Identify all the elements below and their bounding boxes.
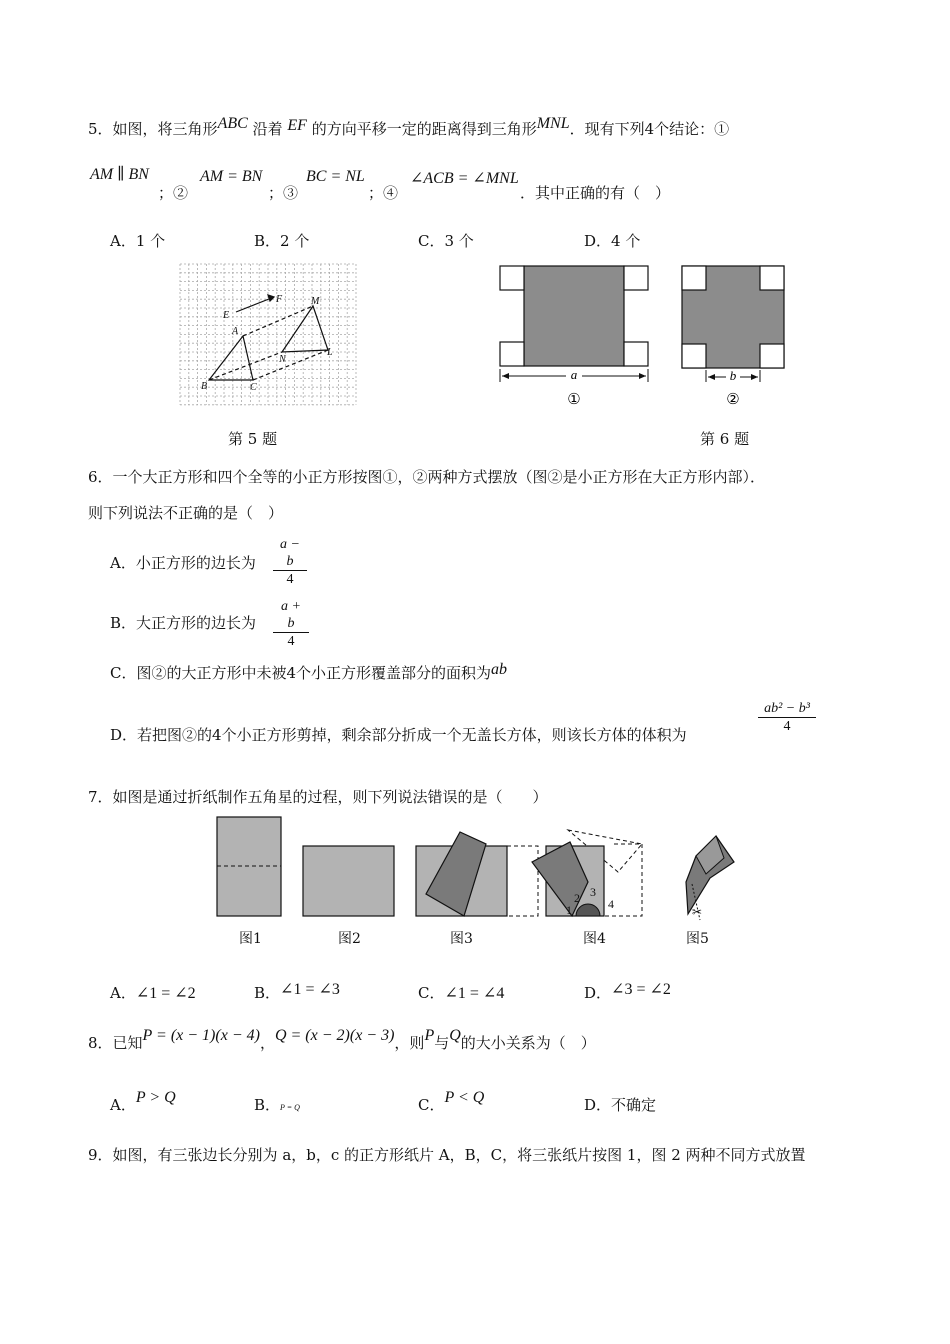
segment-cl [253, 350, 328, 380]
label-a: A [232, 326, 239, 337]
q6-text: 个小正方形剪掉，剩余部分折成一个无盖长方体，则该长方体的体积为 [221, 726, 687, 744]
q6-area-ab: ab [491, 661, 508, 678]
label-l: L [327, 347, 333, 358]
q6-count: 4 [212, 726, 222, 744]
q5-option-b: B．2 个 [254, 232, 310, 250]
q8-text: ， [259, 1034, 275, 1052]
q5-number: 5． [88, 120, 113, 138]
q7-caption-1: 图1 [239, 931, 262, 947]
q5-text: 的方向平移一定的距离得到三角形 [311, 120, 537, 138]
q6-figure-2 [682, 266, 792, 416]
option-expr: ∠1 = ∠3 [280, 981, 340, 998]
q6-caption: 第 6 题 [700, 430, 750, 448]
option-expr: ∠1 = ∠2 [135, 985, 196, 1002]
q5-text: 个结论：① [654, 120, 730, 138]
q7-option-b [254, 982, 340, 1003]
q7-figure-1 [216, 816, 286, 918]
q7-option-d [584, 982, 671, 1003]
q5-conclusion-3: BC = NL [306, 168, 365, 185]
label-n: N [279, 354, 286, 365]
q6-label-b: b [729, 368, 737, 383]
q5-text: 沿着 [252, 120, 283, 138]
fraction-denominator: 4 [287, 634, 295, 649]
q5-caption: 第 5 题 [228, 430, 278, 448]
q5-option-a: A．1 个 [110, 232, 166, 250]
label-m: M [311, 296, 320, 307]
q7-figure-3 [414, 830, 542, 920]
q6-line1: 6．一个大正方形和四个全等的小正方形按图①，②两种方式摆放（图②是小正方形在大正方形内部）． [88, 468, 766, 486]
q8-var-p: P [424, 1027, 435, 1044]
q7-caption-3: 图3 [450, 931, 473, 947]
angle-label-3: 3 [590, 885, 596, 899]
q6-text: 个小正方形覆盖部分的面积为 [296, 664, 492, 682]
q8-option-b [254, 1094, 300, 1115]
q6-text: C．图②的大正方形中未被 [110, 664, 287, 682]
q6-option-d [110, 724, 687, 745]
option-letter: A． [110, 984, 136, 1002]
q8-line [88, 1024, 596, 1052]
q6-option-a-fraction [273, 536, 307, 588]
scissors-icon: ✂ [692, 905, 703, 919]
q7-option-c [418, 982, 504, 1003]
q7-text: 7．如图是通过折纸制作五角星的过程，则下列说法错误的是（ ） [88, 788, 548, 806]
q8-text: 8．已知 [88, 1034, 143, 1052]
q8-text: 的大小关系为（ ） [460, 1034, 596, 1052]
q6-label-fig2: ② [726, 392, 740, 408]
q5-option-d: D．4 个 [584, 232, 641, 250]
q6-option-c [110, 662, 507, 683]
q5-text: ．其中正确的有（ ） [520, 184, 671, 202]
q8-option-d [584, 1094, 656, 1115]
option-expr: P > Q [135, 1089, 176, 1106]
q6-option-d-fraction [758, 700, 816, 735]
option-letter: D． [584, 1096, 612, 1114]
q5-conclusion-1: AM ∥ BN [90, 166, 149, 183]
q8-option-c [418, 1089, 485, 1115]
arrow-head [268, 295, 274, 301]
q5-triangle-mnl: MNL [536, 115, 570, 132]
q8-expr-p: P = (x − 1)(x − 4) [142, 1027, 260, 1044]
q6-text: D．若把图②的 [110, 726, 213, 744]
q8-expr-q: Q = (x − 2)(x − 3) [274, 1027, 395, 1044]
option-expr: ∠3 = ∠2 [611, 981, 671, 998]
q6-line2: 则下列说法不正确的是（ ） [88, 504, 284, 522]
q7-figure-5 [666, 834, 736, 926]
q6-count: 4 [286, 664, 297, 682]
q5-figure [180, 264, 356, 409]
q5-option-c: C．3 个 [418, 232, 474, 250]
q7-option-a [110, 982, 196, 1003]
q5-line1 [88, 115, 730, 139]
q5-sep: ；④ [368, 184, 399, 202]
q6-option-b: B．大正方形的边长为 [110, 614, 257, 632]
q7-caption-4: 图4 [583, 931, 606, 947]
option-expr: ∠1 = ∠4 [444, 985, 505, 1002]
label-f: F [276, 294, 283, 305]
option-letter: D． [584, 984, 612, 1002]
fraction-numerator: ab² − b³ [758, 700, 816, 718]
option-expr: 不确定 [611, 1096, 657, 1114]
angle-label-4: 4 [608, 897, 614, 911]
fraction-denominator: 4 [286, 572, 294, 587]
q7-figure-4 [530, 828, 646, 920]
option-letter: A． [110, 1096, 136, 1114]
q5-count: 4 [644, 120, 655, 138]
q6-option-b-fraction [273, 598, 309, 650]
option-letter: C． [418, 1096, 445, 1114]
triangle-abc [209, 336, 253, 380]
q5-conclusion-4: ∠ACB = ∠MNL [410, 170, 519, 187]
angle-label-1: 1 [566, 903, 572, 917]
fraction-denominator: 4 [783, 719, 791, 734]
q6-label-fig1: ① [567, 392, 581, 408]
q6-figure-1 [500, 266, 650, 416]
q5-triangle-abc: ABC [217, 115, 248, 132]
label-c: C [250, 382, 257, 393]
q6-option-a: A．小正方形的边长为 [110, 554, 256, 572]
q9-text: 9．如图，有三张边长分别为 a，b，c 的正方形纸片 A，B，C，将三张纸片按图 1，图 2 两种不同方式放置 [88, 1146, 806, 1164]
label-e: E [223, 310, 230, 321]
option-letter: B． [254, 984, 281, 1002]
fraction-numerator: a − b [273, 536, 307, 571]
q8-text: ，则 [394, 1034, 425, 1052]
option-letter: C． [418, 984, 445, 1002]
q5-text: 如图，将三角形 [112, 120, 218, 138]
q5-text: ．现有下列 [569, 120, 645, 138]
option-letter: B． [254, 1096, 281, 1114]
q8-text: 与 [434, 1034, 450, 1052]
q8-var-q: Q [449, 1027, 461, 1044]
q5-conclusion-2: AM = BN [200, 168, 263, 185]
option-expr: P < Q [444, 1089, 485, 1106]
q6-label-a: a [570, 367, 578, 382]
angle-label-2: 2 [574, 891, 580, 905]
q5-sep: ；② [158, 184, 189, 202]
q7-caption-2: 图2 [338, 931, 361, 947]
q7-figure-2 [302, 845, 398, 919]
label-b: B [201, 381, 208, 392]
fraction-numerator: a + b [273, 598, 309, 633]
q5-sep: ；③ [268, 184, 299, 202]
q7-caption-5: 图5 [686, 931, 709, 947]
q8-option-a [110, 1089, 176, 1115]
q5-direction-ef: EF [287, 117, 307, 134]
option-expr: P = Q [280, 1103, 300, 1112]
